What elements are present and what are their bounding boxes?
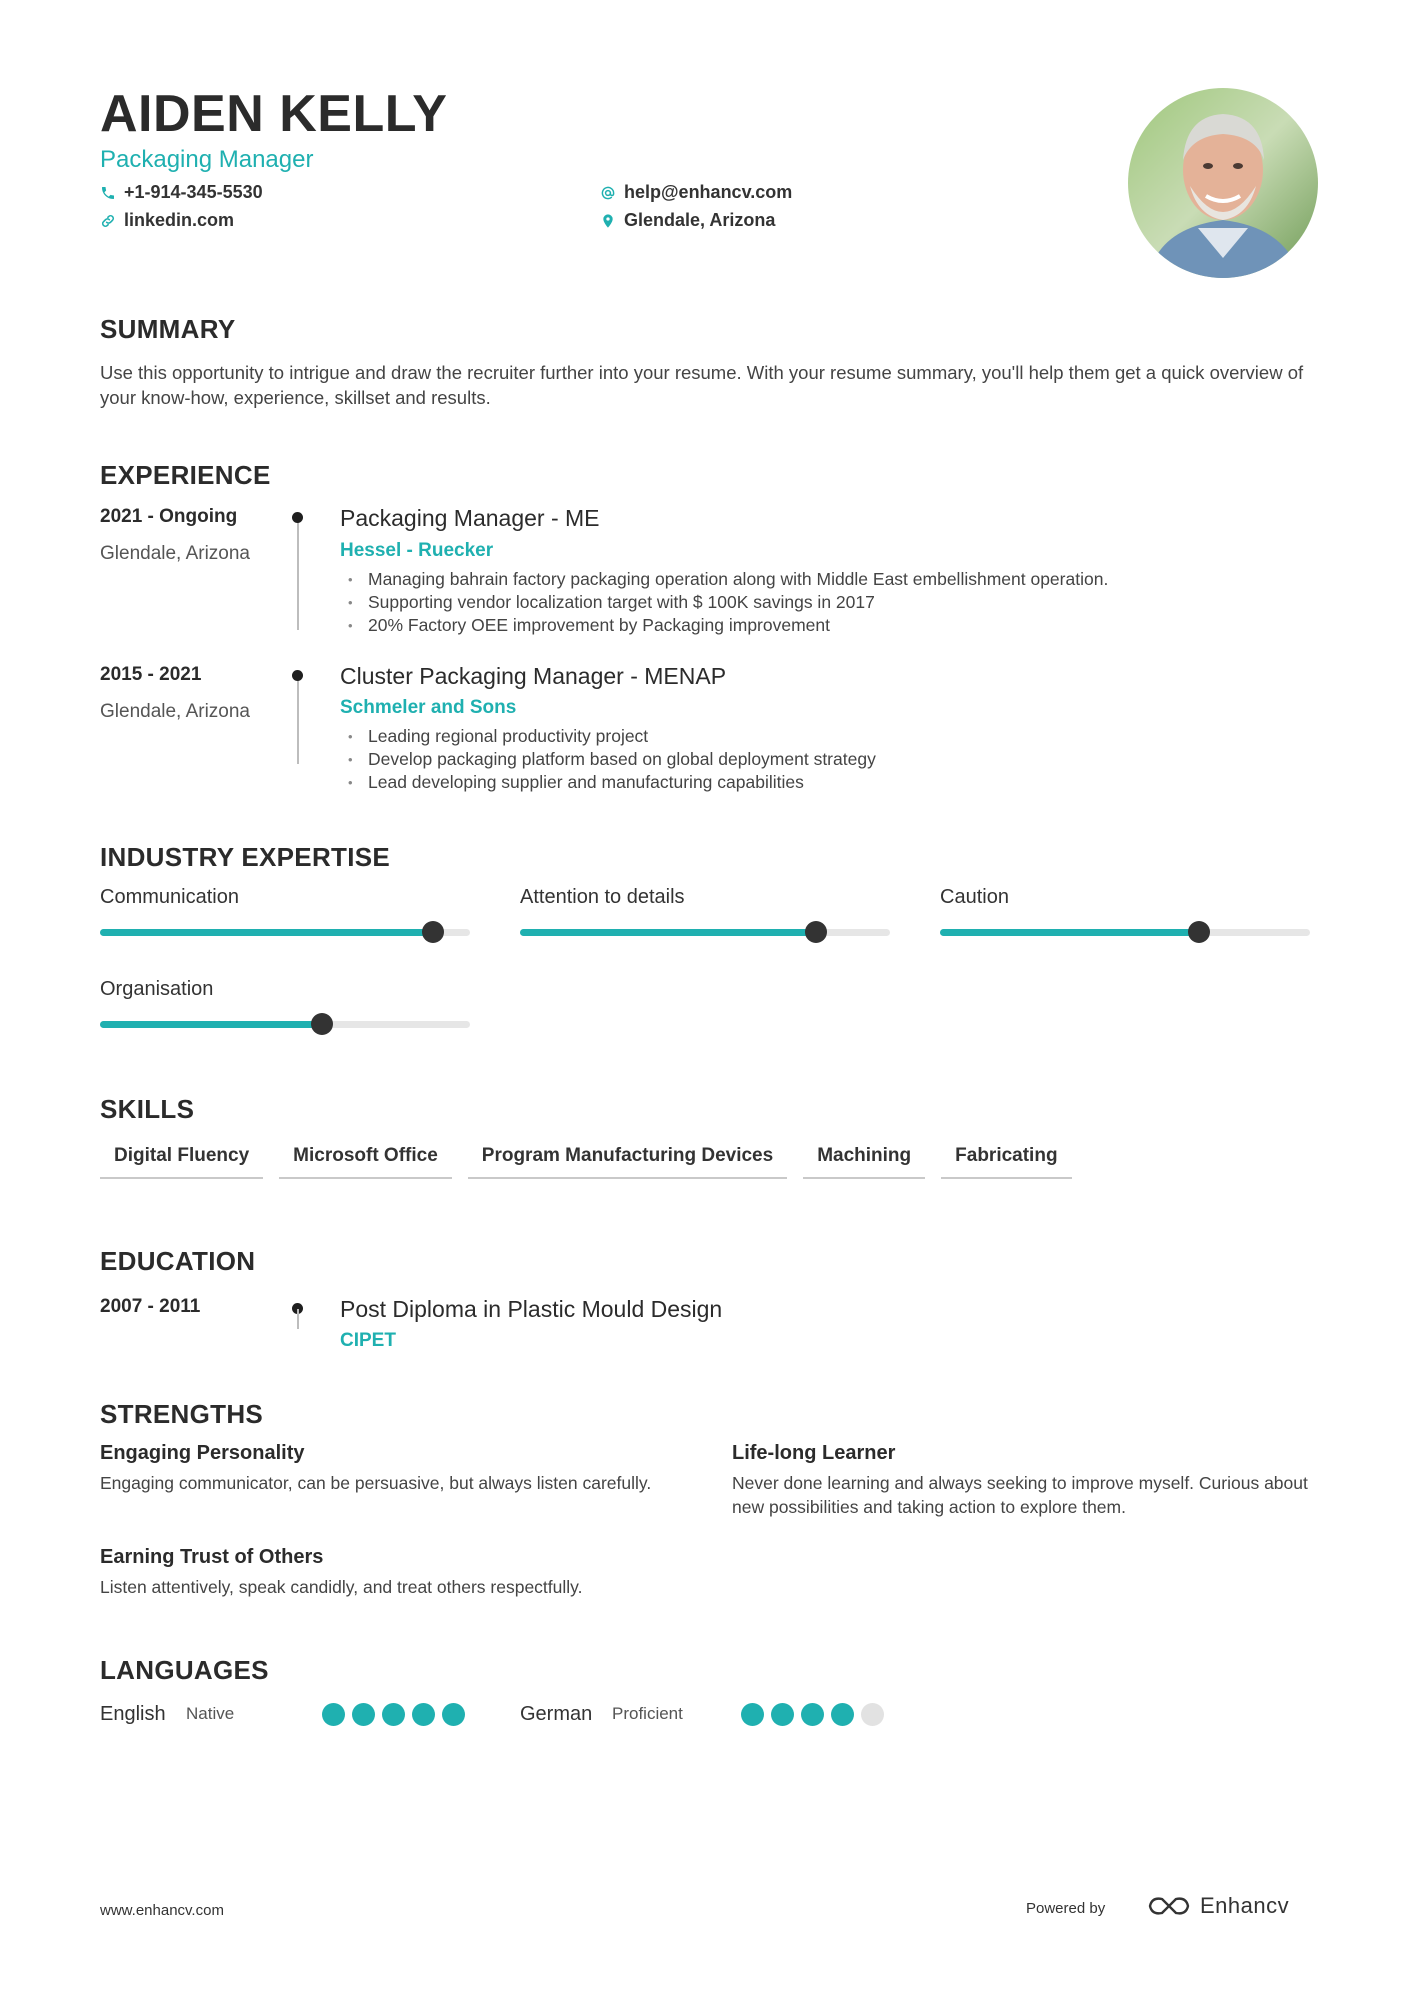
- phone-contact: [100, 182, 263, 203]
- strength-desc: Listen attentively, speak candidly, and treat others respectfully.: [100, 1577, 583, 1597]
- expertise-item: [100, 886, 470, 936]
- experience-location: Glendale, Arizona: [100, 701, 250, 722]
- expertise-bar: [100, 929, 470, 936]
- footer-website[interactable]: www.enhancv.com: [100, 1902, 224, 1919]
- email-contact[interactable]: [600, 182, 792, 203]
- skill-tag: Digital Fluency: [100, 1145, 263, 1179]
- summary-heading: SUMMARY: [100, 314, 236, 344]
- rating-dot: [382, 1703, 405, 1726]
- brand-name: Enhancv: [1200, 1893, 1290, 1918]
- rating-dot: [352, 1703, 375, 1726]
- linkedin-text[interactable]: linkedin.com: [124, 210, 235, 230]
- timeline-dot: [292, 670, 303, 681]
- bullet-item: • Leading regional productivity project: [340, 725, 1300, 748]
- job-title: Packaging Manager: [100, 146, 314, 173]
- location-contact: [600, 210, 775, 231]
- bullet-item: • 20% Factory OEE improvement by Packaging improvement: [340, 614, 1300, 637]
- language-level: Proficient: [612, 1704, 683, 1723]
- timeline-line: [297, 676, 299, 764]
- phone-text: +1-914-345-5530: [124, 182, 263, 202]
- expertise-label: Organisation: [100, 978, 214, 1000]
- strength-title: Life-long Learner: [732, 1442, 896, 1464]
- expertise-label: Caution: [940, 886, 1009, 908]
- timeline-line: [297, 1309, 299, 1329]
- education-degree: Post Diploma in Plastic Mould Design: [340, 1296, 723, 1322]
- skills-list: [100, 1145, 1072, 1179]
- expertise-bar: [940, 929, 1310, 936]
- rating-dot: [442, 1703, 465, 1726]
- experience-bullets: [340, 725, 1300, 794]
- timeline-dot: [292, 512, 303, 523]
- rating-dot: [831, 1703, 854, 1726]
- strength-title: Engaging Personality: [100, 1442, 305, 1464]
- expertise-heading: INDUSTRY EXPERTISE: [100, 842, 391, 872]
- expertise-bar-knob: [311, 1013, 333, 1035]
- timeline-line: [297, 518, 299, 630]
- experience-company: Hessel - Ruecker: [340, 540, 494, 561]
- phone-icon: [100, 185, 116, 201]
- expertise-bar-fill: [100, 1021, 322, 1028]
- expertise-label: Attention to details: [520, 886, 685, 908]
- skill-tag: Fabricating: [941, 1145, 1071, 1179]
- candidate-name: AIDEN KELLY: [100, 85, 448, 143]
- bullet-item: • Develop packaging platform based on global deployment strategy: [340, 748, 1300, 771]
- bullet-item: • Lead developing supplier and manufacturing capabilities: [340, 771, 1300, 794]
- link-icon: [100, 213, 116, 229]
- experience-company: Schmeler and Sons: [340, 697, 517, 718]
- rating-dot: [322, 1703, 345, 1726]
- expertise-bar: [520, 929, 890, 936]
- experience-dates: 2015 - 2021: [100, 664, 202, 685]
- at-icon: [600, 185, 616, 201]
- summary-text: Use this opportunity to intrigue and draw the recruiter further into your resume. With your resume summary, you'll help them get a quick overview of your know-how, experience, skillset and results.: [100, 362, 1304, 408]
- language-name: German: [520, 1703, 593, 1725]
- expertise-label: Communication: [100, 886, 239, 908]
- skill-tag: Machining: [803, 1145, 925, 1179]
- enhancv-logo-icon: [1146, 1893, 1192, 1919]
- experience-dates: 2021 - Ongoing: [100, 506, 238, 527]
- experience-location: Glendale, Arizona: [100, 543, 250, 564]
- expertise-bar-fill: [100, 929, 433, 936]
- strength-title: Earning Trust of Others: [100, 1546, 324, 1568]
- experience-heading: EXPERIENCE: [100, 460, 271, 490]
- expertise-bar-knob: [422, 921, 444, 943]
- skills-heading: SKILLS: [100, 1094, 195, 1124]
- bullet-item: • Managing bahrain factory packaging operation along with Middle East embellishment operation.: [340, 568, 1300, 591]
- experience-bullets: [340, 568, 1300, 637]
- location-text: Glendale, Arizona: [624, 210, 776, 230]
- rating-dot: [801, 1703, 824, 1726]
- rating-dot: [741, 1703, 764, 1726]
- strength-desc: Engaging communicator, can be persuasive, but always listen carefully.: [100, 1473, 652, 1493]
- expertise-bar-knob: [805, 921, 827, 943]
- expertise-item: [100, 978, 470, 1028]
- languages-heading: LANGUAGES: [100, 1655, 269, 1685]
- language-rating: [741, 1703, 884, 1726]
- education-school: CIPET: [340, 1330, 396, 1351]
- strength-item: [100, 1546, 700, 1599]
- expertise-item: [520, 886, 890, 936]
- education-heading: EDUCATION: [100, 1246, 256, 1276]
- experience-role: Packaging Manager - ME: [340, 505, 600, 531]
- expertise-bar-fill: [940, 929, 1199, 936]
- education-dates: 2007 - 2011: [100, 1296, 201, 1317]
- rating-dot: [412, 1703, 435, 1726]
- footer-brand[interactable]: [1146, 1893, 1289, 1919]
- strength-desc: Never done learning and always seeking to improve myself. Curious about new possibilities and taking action to explore them.: [732, 1473, 1308, 1517]
- footer-powered-by: Powered by: [1026, 1900, 1106, 1917]
- expertise-bar-fill: [520, 929, 816, 936]
- expertise-item: [940, 886, 1310, 936]
- skill-tag: Program Manufacturing Devices: [468, 1145, 787, 1179]
- expertise-bar: [100, 1021, 470, 1028]
- strength-item: [100, 1442, 660, 1495]
- language-rating: [322, 1703, 465, 1726]
- rating-dot: [861, 1703, 884, 1726]
- expertise-bar-knob: [1188, 921, 1210, 943]
- bullet-item: • Supporting vendor localization target with $ 100K savings in 2017: [340, 591, 1300, 614]
- experience-role: Cluster Packaging Manager - MENAP: [340, 663, 727, 689]
- skill-tag: Microsoft Office: [279, 1145, 452, 1179]
- location-pin-icon: [600, 213, 616, 229]
- email-text[interactable]: help@enhancv.com: [624, 182, 793, 202]
- linkedin-contact[interactable]: [100, 210, 234, 231]
- profile-photo: [1128, 88, 1318, 278]
- strength-item: [732, 1442, 1322, 1519]
- language-level: Native: [186, 1704, 235, 1723]
- language-name: English: [100, 1703, 166, 1725]
- strengths-heading: STRENGTHS: [100, 1399, 264, 1429]
- rating-dot: [771, 1703, 794, 1726]
